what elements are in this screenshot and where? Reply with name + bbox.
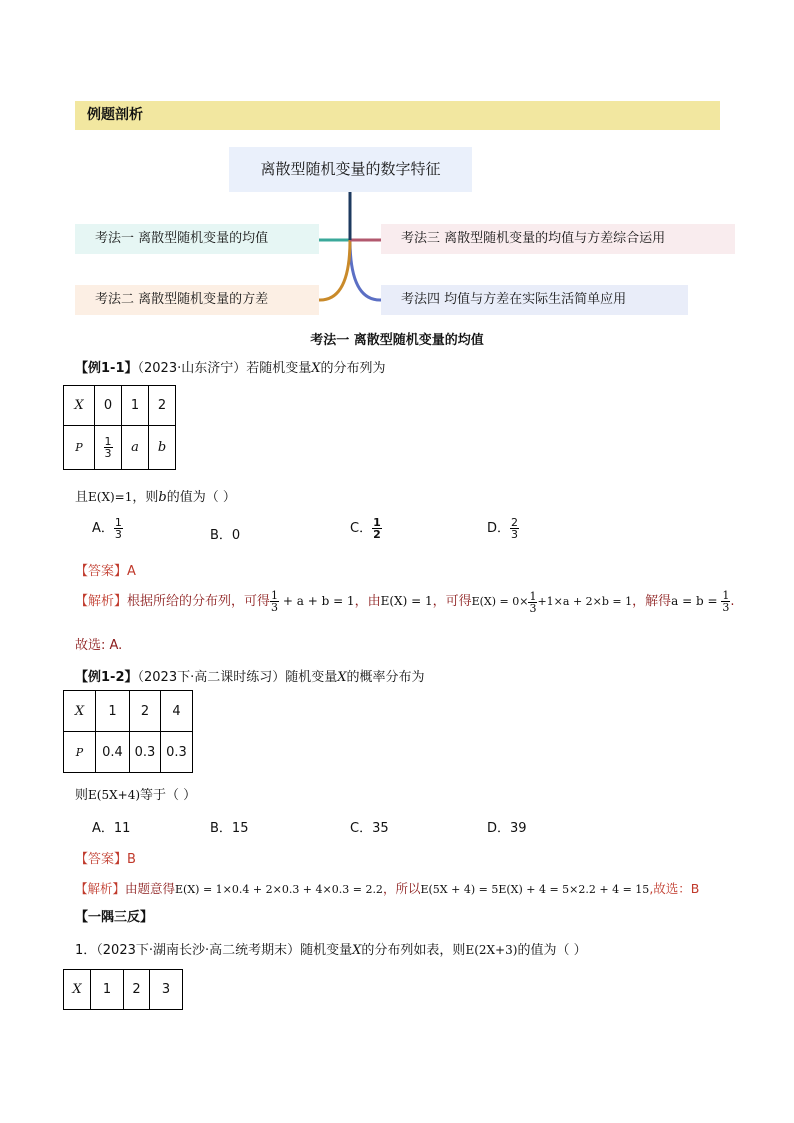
example-1-1-stem: 【例1-1】（2023·山东济宁）若随机变量X的分布列为	[75, 361, 386, 376]
branch-method2	[319, 240, 350, 300]
example-label: 【例1-1】	[75, 361, 138, 376]
mindmap-item-method4: 考法四 均值与方差在实际生活简单应用	[381, 285, 688, 315]
mindmap-item-method1: 考法一 离散型随机变量的均值	[75, 224, 319, 254]
example-1-2-stem: 【例1-2】（2023下·高二课时练习）随机变量X的概率分布为	[75, 670, 425, 685]
option-c[interactable]: C．35	[350, 821, 389, 836]
example-1-2-question: 则E(5X+4)等于（ ）	[75, 788, 197, 803]
branch-method4	[350, 240, 381, 300]
option-b[interactable]: B．0	[210, 528, 241, 543]
distribution-table-1: X 0 1 2 P $\frac{1}{3}$ a b	[63, 385, 176, 470]
example-1-2-answer: 【答案】B	[75, 852, 136, 867]
option-c[interactable]: C． $\frac{1}{2}$	[350, 516, 381, 541]
example-1-1-analysis: 【解析】根据所给的分布列，可得 $\frac{1}{3}$ + a + b = 1，由E(X) = 1，可得E(X) = 0× $\frac{1}{3}$ +1×a + 2×b = 1，解得a = b = $\frac{1}{3}$ .	[75, 589, 735, 615]
example-1-1-answer: 【答案】A	[75, 564, 136, 579]
mindmap-item-method2: 考法二 离散型随机变量的方差	[75, 285, 319, 315]
example-1-1-condition: 且E(X)=1，则b的值为（ ）	[75, 490, 236, 505]
question-1-stem: 1．（2023下·湖南长沙·高二统考期末）随机变量X的分布列如表，则E(2X+3)的值为（ ）	[75, 943, 587, 958]
practice-title: 【一隅三反】	[75, 910, 154, 925]
distribution-table-3: X 1 2 3	[63, 969, 183, 1010]
example-1-2-analysis: 【解析】由题意得E(X) = 1×0.4 + 2×0.3 + 4×0.3 = 2.2，所以E(5X + 4) = 5E(X) + 4 = 5×2.2 + 4 = 15,故选：B	[75, 881, 700, 896]
option-b[interactable]: B．15	[210, 821, 249, 836]
example-1-1-conclusion: 故选: A.	[75, 638, 123, 653]
option-d[interactable]: D．39	[487, 821, 527, 836]
distribution-table-2: X 1 2 4 P 0.4 0.3 0.3	[63, 690, 193, 773]
option-d[interactable]: D． $\frac{2}{3}$	[487, 516, 519, 541]
mindmap-center: 离散型随机变量的数字特征	[229, 147, 472, 192]
option-a[interactable]: A．11	[92, 821, 131, 836]
method1-heading: 考法一 离散型随机变量的均值	[310, 333, 484, 348]
mindmap-item-method3: 考法三 离散型随机变量的均值与方差综合运用	[381, 224, 735, 254]
fraction: $\frac{1}{3}$	[104, 435, 112, 460]
option-a[interactable]: A． $\frac{1}{3}$	[92, 516, 122, 541]
section-title: 例题剖析	[75, 101, 720, 130]
